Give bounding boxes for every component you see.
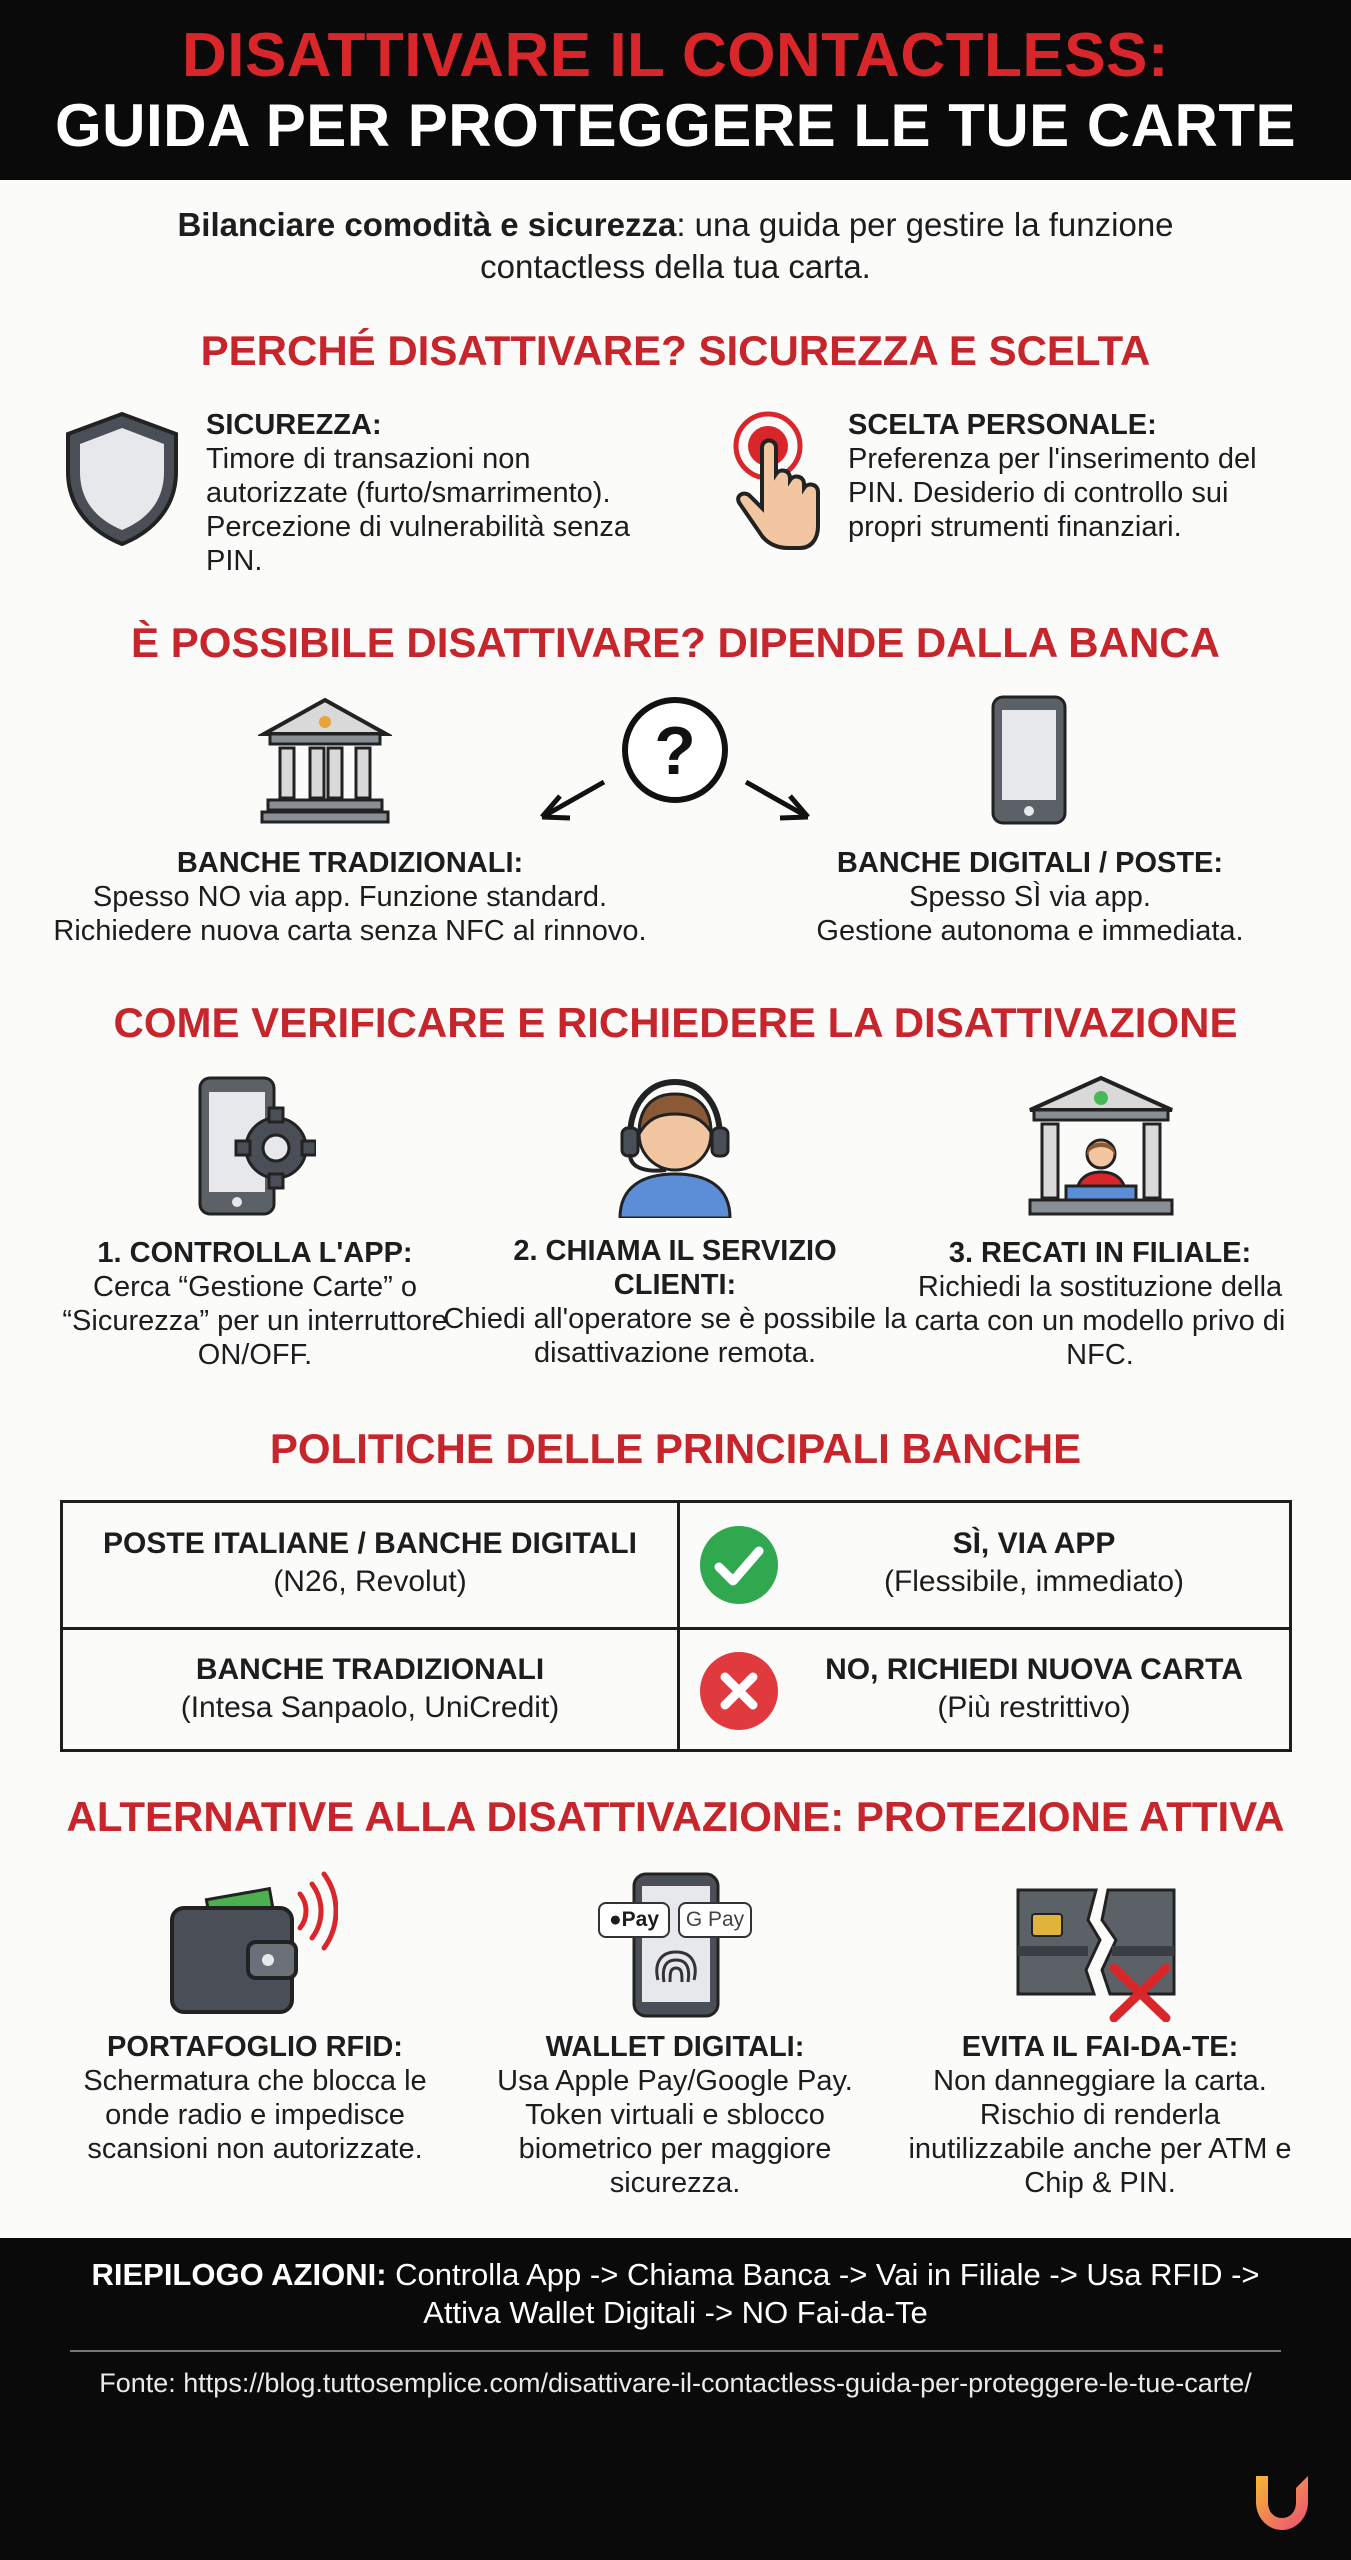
traditional-banks-line-2: Richiedere nuova carta senza NFC al rinnovo. xyxy=(53,915,647,947)
step-1-text: Cerca “Gestione Carte” o “Sicurezza” per un interruttore ON/OFF. xyxy=(62,1271,448,1371)
section-alternatives-title: ALTERNATIVE ALLA DISATTIVAZIONE: PROTEZIONE ATTIVA xyxy=(66,1793,1285,1840)
alt-rfid-wallet xyxy=(50,2030,460,2166)
digital-banks-line-2: Gestione autonoma e immediata. xyxy=(816,915,1244,947)
google-pay-badge: G Pay xyxy=(678,1902,752,1938)
table-divider-vertical xyxy=(677,1503,680,1749)
footer xyxy=(0,2238,1351,2560)
finger-press-icon xyxy=(722,408,822,554)
diy-heading: EVITA IL FAI-DA-TE: xyxy=(961,2031,1239,2063)
table-row-policy xyxy=(779,1651,1289,1727)
wallet-heading: WALLET DIGITALI: xyxy=(545,2031,805,2063)
bank-name: BANCHE TRADIZIONALI xyxy=(195,1653,545,1686)
personal-choice-block xyxy=(848,408,1308,544)
bank-branch-icon xyxy=(1026,1074,1176,1218)
rfid-heading: PORTAFOGLIO RFID: xyxy=(107,2031,403,2063)
bank-building-icon xyxy=(258,694,392,826)
phone-settings-icon xyxy=(196,1074,316,1218)
section-policies-title: POLITICHE DELLE PRINCIPALI BANCHE xyxy=(269,1425,1082,1472)
footer-divider xyxy=(70,2350,1281,2352)
digital-wallet-phone-icon xyxy=(596,1870,756,2020)
title-line-1: DISATTIVARE IL CONTACTLESS: xyxy=(181,21,1170,90)
step-3-text: Richiedi la sostituzione della carta con un modello privo di NFC. xyxy=(914,1271,1286,1371)
step-call-service xyxy=(440,1234,910,1370)
question-arrows-icon xyxy=(534,690,820,826)
check-icon xyxy=(699,1525,779,1605)
cross-icon xyxy=(699,1651,779,1731)
policy-value: NO, RICHIEDI NUOVA CARTA xyxy=(825,1653,1243,1686)
section-verify-title: COME VERIFICARE E RICHIEDERE LA DISATTIVAZIONE xyxy=(113,999,1238,1046)
personal-choice-text: Preferenza per l'inserimento del PIN. Desiderio di controllo sui propri strumenti finanziari. xyxy=(848,443,1257,543)
apple-logo-icon: ● xyxy=(608,1908,622,1931)
bank-examples: (Intesa Sanpaolo, UniCredit) xyxy=(180,1691,560,1724)
table-row-bank xyxy=(63,1525,677,1601)
customer-service-icon xyxy=(610,1074,740,1218)
header-banner xyxy=(0,0,1351,180)
policy-value: SÌ, VIA APP xyxy=(952,1527,1116,1560)
personal-choice-heading: SCELTA PERSONALE: xyxy=(848,409,1157,441)
step-check-app xyxy=(60,1236,450,1372)
alt-digital-wallet xyxy=(470,2030,880,2200)
bank-name: POSTE ITALIANE / BANCHE DIGITALI xyxy=(103,1527,637,1560)
table-row-policy xyxy=(779,1525,1289,1601)
summary-steps: Controlla App -> Chiama Banca -> Vai in Filiale -> Usa RFID -> Attiva Wallet Digitali -> NO Fai-da-Te xyxy=(395,2257,1260,2330)
brand-logo-icon xyxy=(1250,2468,1314,2532)
table-divider-horizontal xyxy=(63,1627,1289,1630)
rfid-wallet-icon xyxy=(168,1868,338,2018)
policy-note: (Più restrittivo) xyxy=(937,1691,1131,1724)
traditional-banks-heading: BANCHE TRADIZIONALI: xyxy=(176,847,524,879)
step-visit-branch xyxy=(910,1236,1290,1372)
traditional-banks-block xyxy=(20,846,680,948)
section-possible-title: È POSSIBILE DISATTIVARE? DIPENDE DALLA BANCA xyxy=(131,619,1220,666)
table-row-bank xyxy=(63,1651,677,1727)
intro-rest: : una guida per gestire la funzione contactless della tua carta. xyxy=(480,206,1174,285)
apple-pay-badge: ●Pay xyxy=(598,1902,670,1938)
security-heading: SICUREZZA: xyxy=(206,409,382,441)
digital-banks-line-1: Spesso SÌ via app. xyxy=(909,881,1151,913)
alt-avoid-diy xyxy=(900,2030,1300,2200)
bank-examples: (N26, Revolut) xyxy=(273,1565,467,1598)
security-block xyxy=(206,408,676,578)
step-1-heading: 1. CONTROLLA L'APP: xyxy=(97,1237,413,1269)
digital-banks-block xyxy=(740,846,1320,948)
section-why-title: PERCHÉ DISATTIVARE? SICUREZZA E SCELTA xyxy=(200,327,1151,374)
intro-bold: Bilanciare comodità e sicurezza xyxy=(177,206,677,243)
svg-text:?: ? xyxy=(654,713,696,789)
shield-icon xyxy=(60,408,184,550)
wallet-text: Usa Apple Pay/Google Pay. Token virtuali e sblocco biometrico per maggiore sicurezza. xyxy=(497,2065,853,2199)
policy-note: (Flessibile, immediato) xyxy=(883,1565,1185,1598)
title-line-2: GUIDA PER PROTEGGERE LE TUE CARTE xyxy=(54,92,1297,159)
diy-text: Non danneggiare la carta. Rischio di renderla inutilizzabile anche per ATM e Chip & PIN. xyxy=(908,2065,1292,2199)
policies-table xyxy=(60,1500,1292,1752)
summary-text xyxy=(60,2256,1291,2332)
rfid-text: Schermatura che blocca le onde radio e impedisce scansioni non autorizzate. xyxy=(83,2065,427,2165)
intro-text xyxy=(100,204,1251,288)
step-2-heading: 2. CHIAMA IL SERVIZIO CLIENTI: xyxy=(513,1235,837,1301)
source-link[interactable]: Fonte: https://blog.tuttosemplice.com/disattivare-il-contactless-guida-per-proteggere-le-tue-carte/ xyxy=(99,2368,1252,2398)
summary-label: RIEPILOGO AZIONI: xyxy=(91,2257,387,2292)
security-text: Timore di transazioni non autorizzate (furto/smarrimento). Percezione di vulnerabilità senza PIN. xyxy=(206,443,630,577)
broken-card-icon xyxy=(1014,1884,1186,2022)
step-3-heading: 3. RECATI IN FILIALE: xyxy=(948,1237,1252,1269)
smartphone-icon xyxy=(990,694,1068,826)
digital-banks-heading: BANCHE DIGITALI / POSTE: xyxy=(836,847,1224,879)
step-2-text: Chiedi all'operatore se è possibile la disattivazione remota. xyxy=(443,1303,907,1369)
traditional-banks-line-1: Spesso NO via app. Funzione standard. xyxy=(92,881,608,913)
